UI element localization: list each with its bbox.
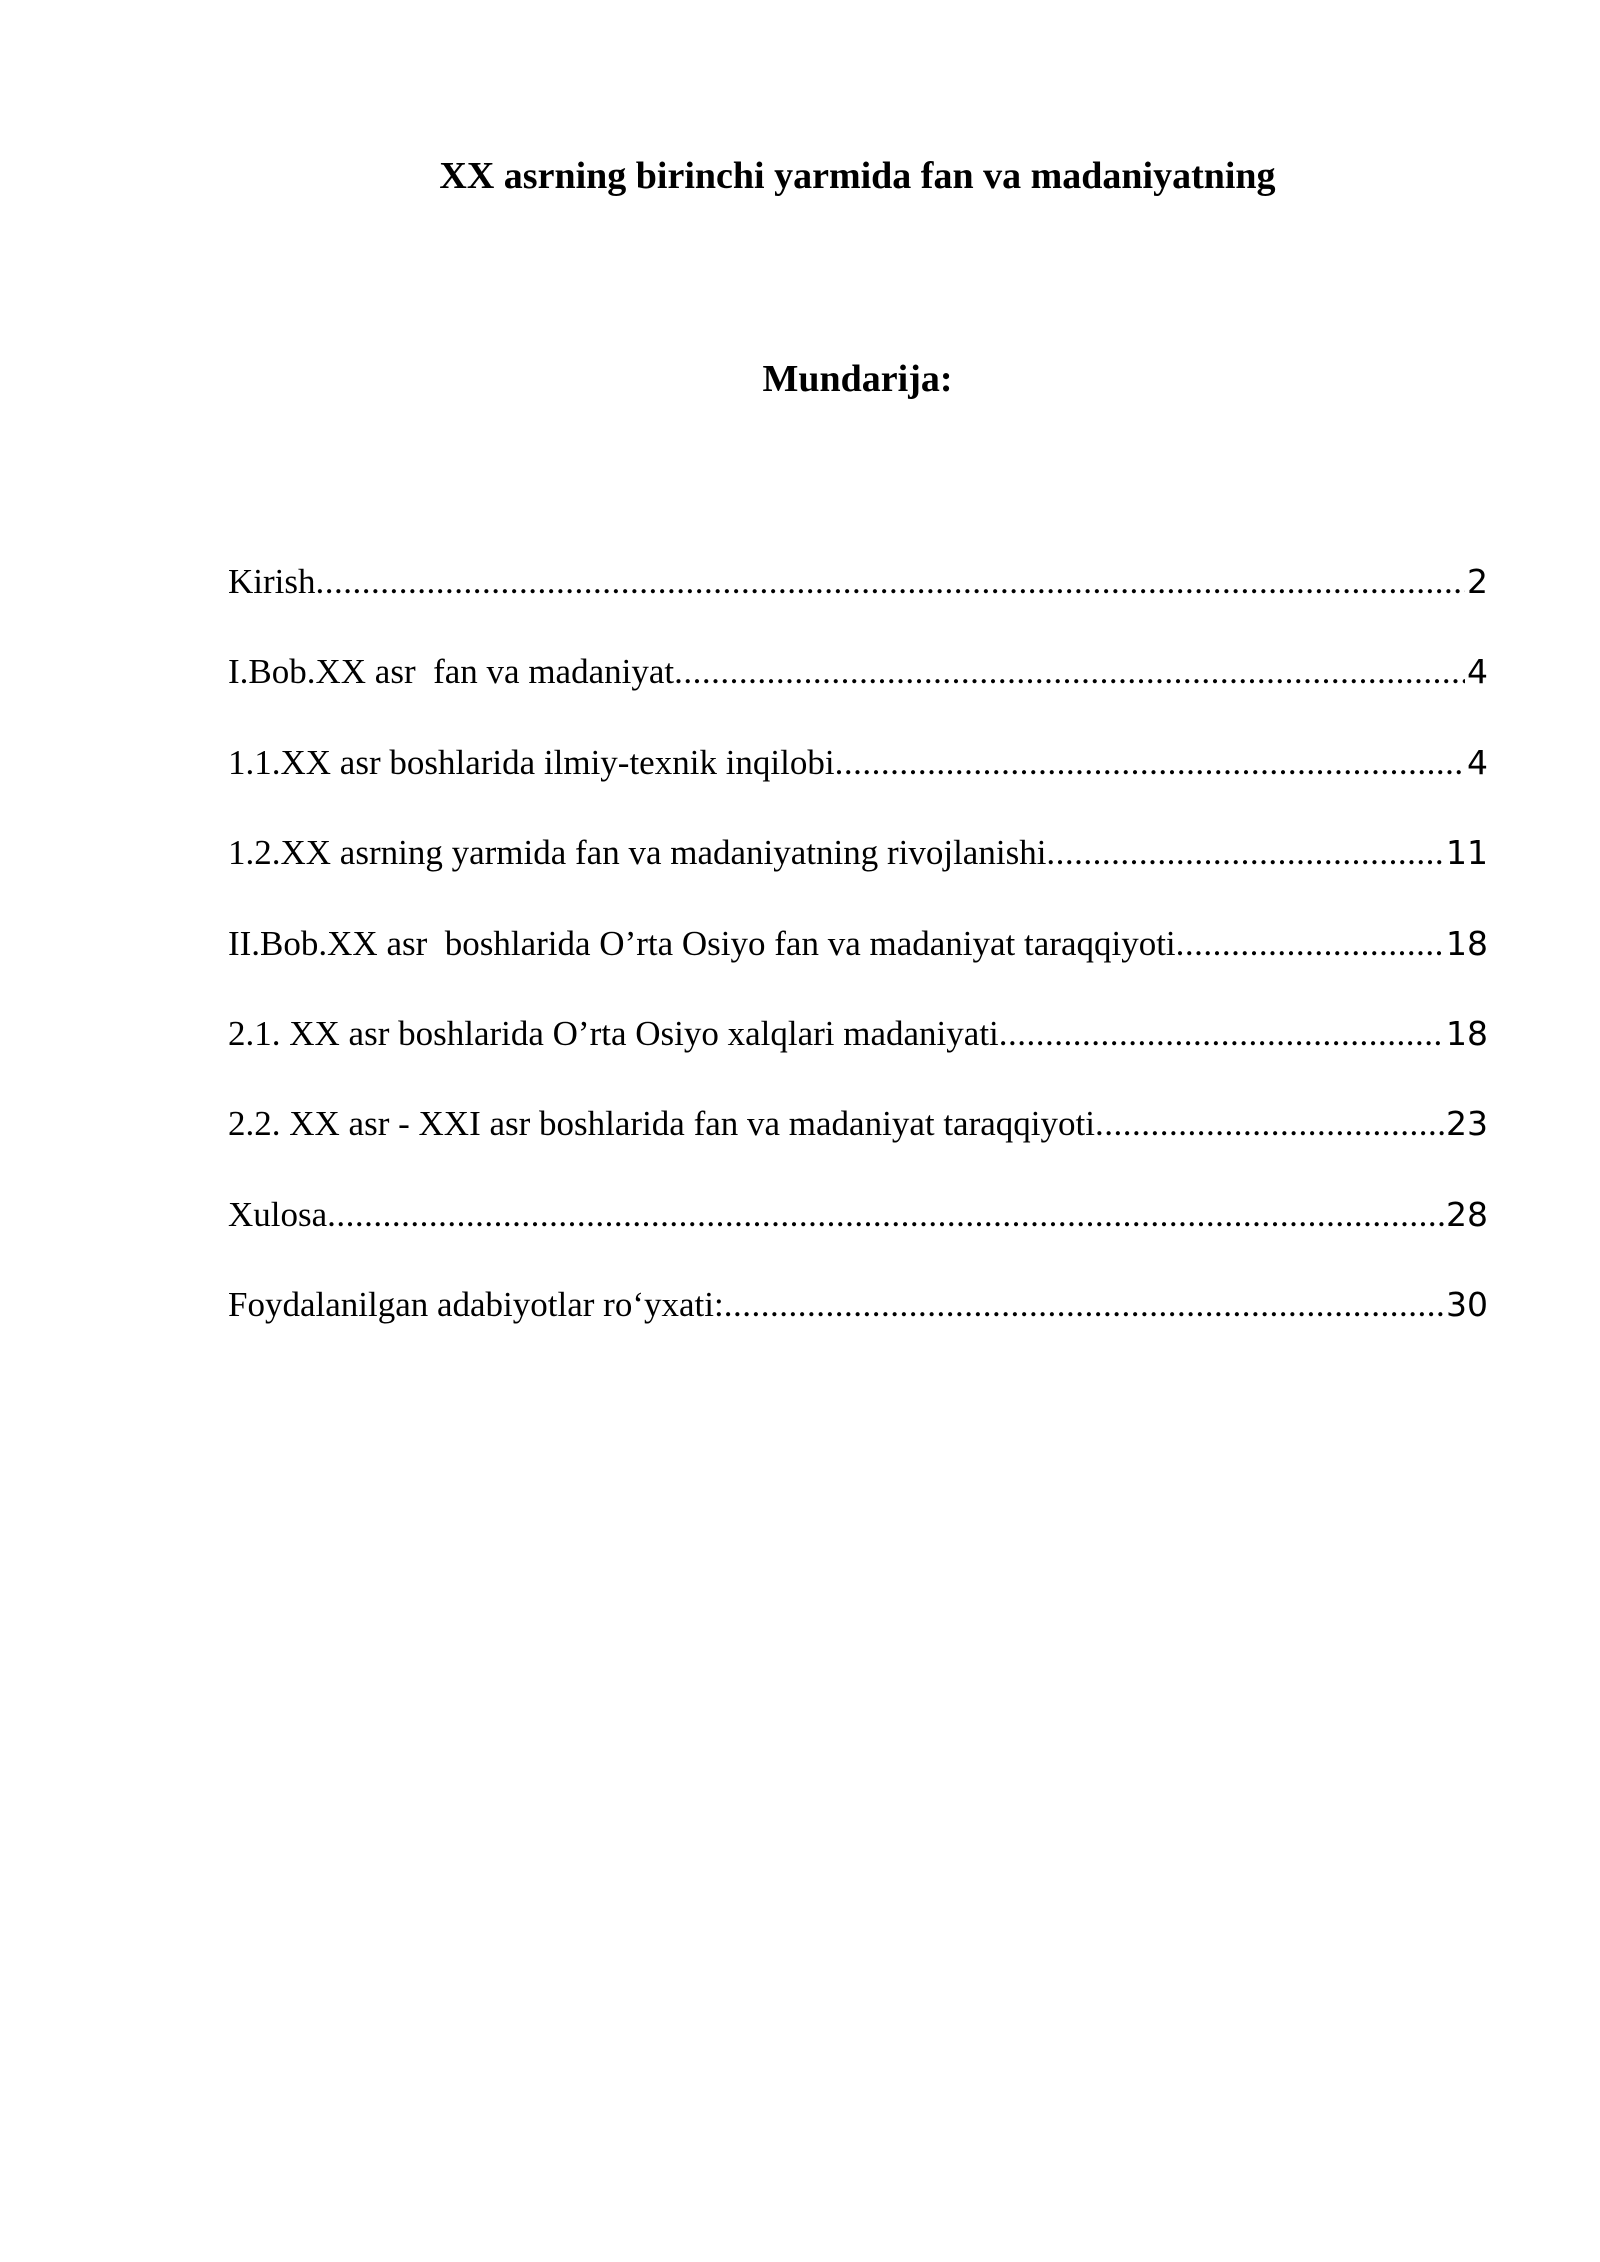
toc-leader-dots [835,737,1465,789]
table-of-contents [228,556,1488,1370]
toc-entry-label: 1.1.XX asr boshlarida ilmiy-texnik inqilobi [228,742,835,782]
toc-entry-page: 4 [1467,652,1488,692]
toc-entry-label: 2.2. XX asr - XXI asr boshlarida fan va madaniyat taraqqiyoti [228,1104,1095,1144]
toc-entry-section-1-2[interactable] [228,827,1488,917]
toc-leader-dots [1046,827,1444,879]
toc-entry-section-2-2[interactable] [228,1098,1488,1188]
toc-entry-page: 11 [1446,833,1488,873]
toc-entry-section-1-1[interactable] [228,737,1488,827]
toc-entry-page: 28 [1446,1194,1488,1234]
toc-leader-dots [1176,918,1444,970]
toc-entry-label: 2.1. XX asr boshlarida O’rta Osiyo xalqlari madaniyati [228,1013,999,1053]
toc-entry-page: 2 [1467,562,1488,601]
toc-entry-label: II.Bob.XX asr boshlarida O’rta Osiyo fan va madaniyat taraqqiyoti [228,923,1176,963]
toc-entry-bibliography[interactable] [228,1279,1488,1369]
toc-entry-page: 18 [1446,1013,1488,1053]
toc-entry-page: 4 [1467,742,1488,782]
toc-entry-xulosa[interactable] [228,1189,1488,1279]
toc-leader-dots [316,556,1466,608]
toc-entry-section-2-1[interactable] [228,1008,1488,1098]
toc-leader-dots [724,1279,1444,1331]
toc-entry-chapter-1[interactable] [228,646,1488,736]
toc-leader-dots [674,646,1465,698]
toc-entry-label: Xulosa [228,1194,328,1234]
toc-entry-label: Kirish [228,562,316,601]
toc-entry-label: 1.2.XX asrning yarmida fan va madaniyatning rivojlanishi [228,833,1047,873]
toc-leader-dots [327,1189,1444,1241]
toc-entry-page: 18 [1446,923,1488,963]
toc-leader-dots [999,1008,1444,1060]
toc-heading: Mundarija: [762,358,953,400]
toc-leader-dots [1095,1098,1444,1150]
document-title: XX asrning birinchi yarmida fan va madaniyatning [439,155,1276,197]
toc-entry-label: I.Bob.XX asr fan va madaniyat [228,652,675,692]
toc-entry-chapter-2[interactable] [228,918,1488,1008]
toc-entry-page: 30 [1446,1285,1488,1325]
toc-entry-page: 23 [1446,1104,1488,1144]
toc-entry-label: Foydalanilgan adabiyotlar ro‘yxati: [228,1285,724,1325]
toc-entry-kirish[interactable] [228,556,1488,646]
